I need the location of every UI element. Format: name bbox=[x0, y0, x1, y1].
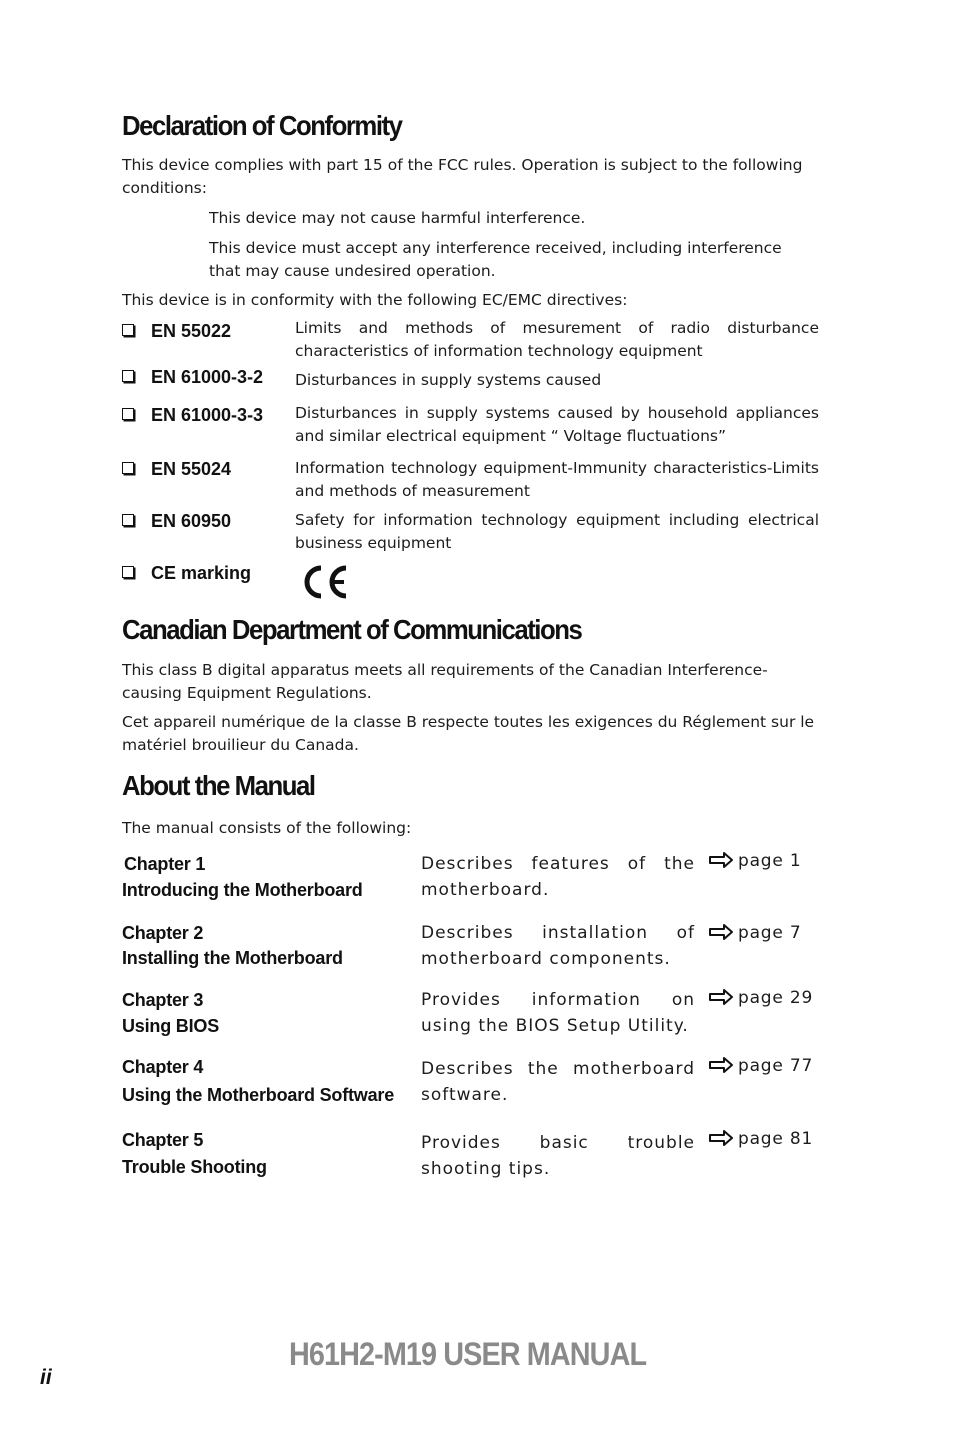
directive-desc-en61000-3-2: Disturbances in supply systems caused bbox=[295, 371, 602, 389]
right-arrow-icon bbox=[708, 1129, 734, 1147]
checkbox-bullet-icon bbox=[122, 566, 134, 578]
manual-intro: The manual consists of the following: bbox=[122, 819, 412, 837]
checkbox-bullet-icon bbox=[122, 370, 134, 382]
right-arrow-icon bbox=[708, 988, 734, 1006]
right-arrow-icon bbox=[708, 851, 734, 869]
canadian-paragraph-1: This class B digital apparatus meets all requirements of the Canadian Interference-causing Equipment Regulations. bbox=[122, 661, 768, 702]
checkbox-bullet-icon bbox=[122, 514, 134, 526]
chapter-5-name: Trouble Shooting bbox=[122, 1157, 267, 1177]
right-arrow-icon bbox=[708, 1056, 734, 1074]
chapter-2-name: Installing the Motherboard bbox=[122, 948, 343, 968]
chapter-1-name: Introducing the Motherboard bbox=[122, 880, 363, 900]
chapter-5-page-ref: page 81 bbox=[708, 1129, 813, 1149]
chapter-5-number: Chapter 5 bbox=[122, 1130, 204, 1150]
chapter-3-description: Provides information on using the BIOS Setup Utility. bbox=[421, 990, 695, 1036]
chapter-5-description: Provides basic trouble shooting tips. bbox=[421, 1133, 695, 1179]
directives-intro: This device is in conformity with the following EC/EMC directives: bbox=[122, 291, 628, 309]
chapter-4-name: Using the Motherboard Software bbox=[122, 1085, 395, 1105]
chapter-4-description: Describes the motherboard software. bbox=[421, 1059, 695, 1105]
directive-desc-en55022: Limits and methods of mesurement of radio disturbance characteristics of information technology equipment bbox=[295, 319, 819, 360]
directive-code-en61000-3-3: EN 61000-3-3 bbox=[122, 405, 263, 426]
canadian-paragraph-2: Cet appareil numérique de la classe B respecte toutes les exigences du Réglement sur le matériel brouilieur du Canada. bbox=[122, 713, 815, 754]
right-arrow-icon bbox=[708, 923, 734, 941]
chapter-4-page-ref: page 77 bbox=[708, 1056, 813, 1076]
chapter-2-page-ref: page 7 bbox=[708, 923, 801, 943]
manual-title: About the Manual bbox=[122, 770, 315, 801]
chapter-3-page-ref: page 29 bbox=[708, 988, 813, 1008]
directive-desc-en55024: Information technology equipment-Immunity characteristics-Limits and methods of measurement bbox=[295, 459, 819, 500]
chapter-3-number: Chapter 3 bbox=[122, 990, 204, 1010]
checkbox-bullet-icon bbox=[122, 408, 134, 420]
footer-manual-title: H61H2-M19 USER MANUAL bbox=[289, 1336, 647, 1372]
directive-code-en55024: EN 55024 bbox=[122, 459, 231, 480]
directive-desc-en60950: Safety for information technology equipment including electrical business equipment bbox=[295, 511, 819, 552]
checkbox-bullet-icon bbox=[122, 462, 134, 474]
ce-mark-icon bbox=[299, 564, 351, 600]
page-number: ii bbox=[40, 1366, 52, 1389]
chapter-2-description: Describes installation of motherboard components. bbox=[421, 923, 695, 969]
directive-code-en60950: EN 60950 bbox=[122, 511, 231, 532]
chapter-3-name: Using BIOS bbox=[122, 1016, 220, 1036]
condition-1: This device may not cause harmful interference. bbox=[209, 209, 586, 227]
declaration-intro: This device complies with part 15 of the FCC rules. Operation is subject to the following conditions: bbox=[122, 156, 803, 197]
checkbox-bullet-icon bbox=[122, 324, 134, 336]
canadian-title: Canadian Department of Communications bbox=[122, 614, 582, 645]
directive-code-ce-marking: CE marking bbox=[122, 563, 251, 584]
directive-desc-en61000-3-3: Disturbances in supply systems caused by household appliances and similar electrical equipment “ Voltage fluctuations” bbox=[295, 404, 819, 445]
declaration-title: Declaration of Conformity bbox=[122, 110, 402, 141]
chapter-2-number: Chapter 2 bbox=[122, 923, 204, 943]
directive-code-en55022: EN 55022 bbox=[122, 321, 231, 342]
directive-code-en61000-3-2: EN 61000-3-2 bbox=[122, 367, 263, 388]
chapter-1-page-ref: page 1 bbox=[708, 851, 801, 871]
chapter-4-number: Chapter 4 bbox=[122, 1057, 204, 1077]
chapter-1-description: Describes features of the motherboard. bbox=[421, 854, 695, 900]
chapter-1-number: Chapter 1 bbox=[124, 854, 206, 874]
condition-2: This device must accept any interference received, including interference that may cause undesired operation. bbox=[209, 239, 782, 280]
